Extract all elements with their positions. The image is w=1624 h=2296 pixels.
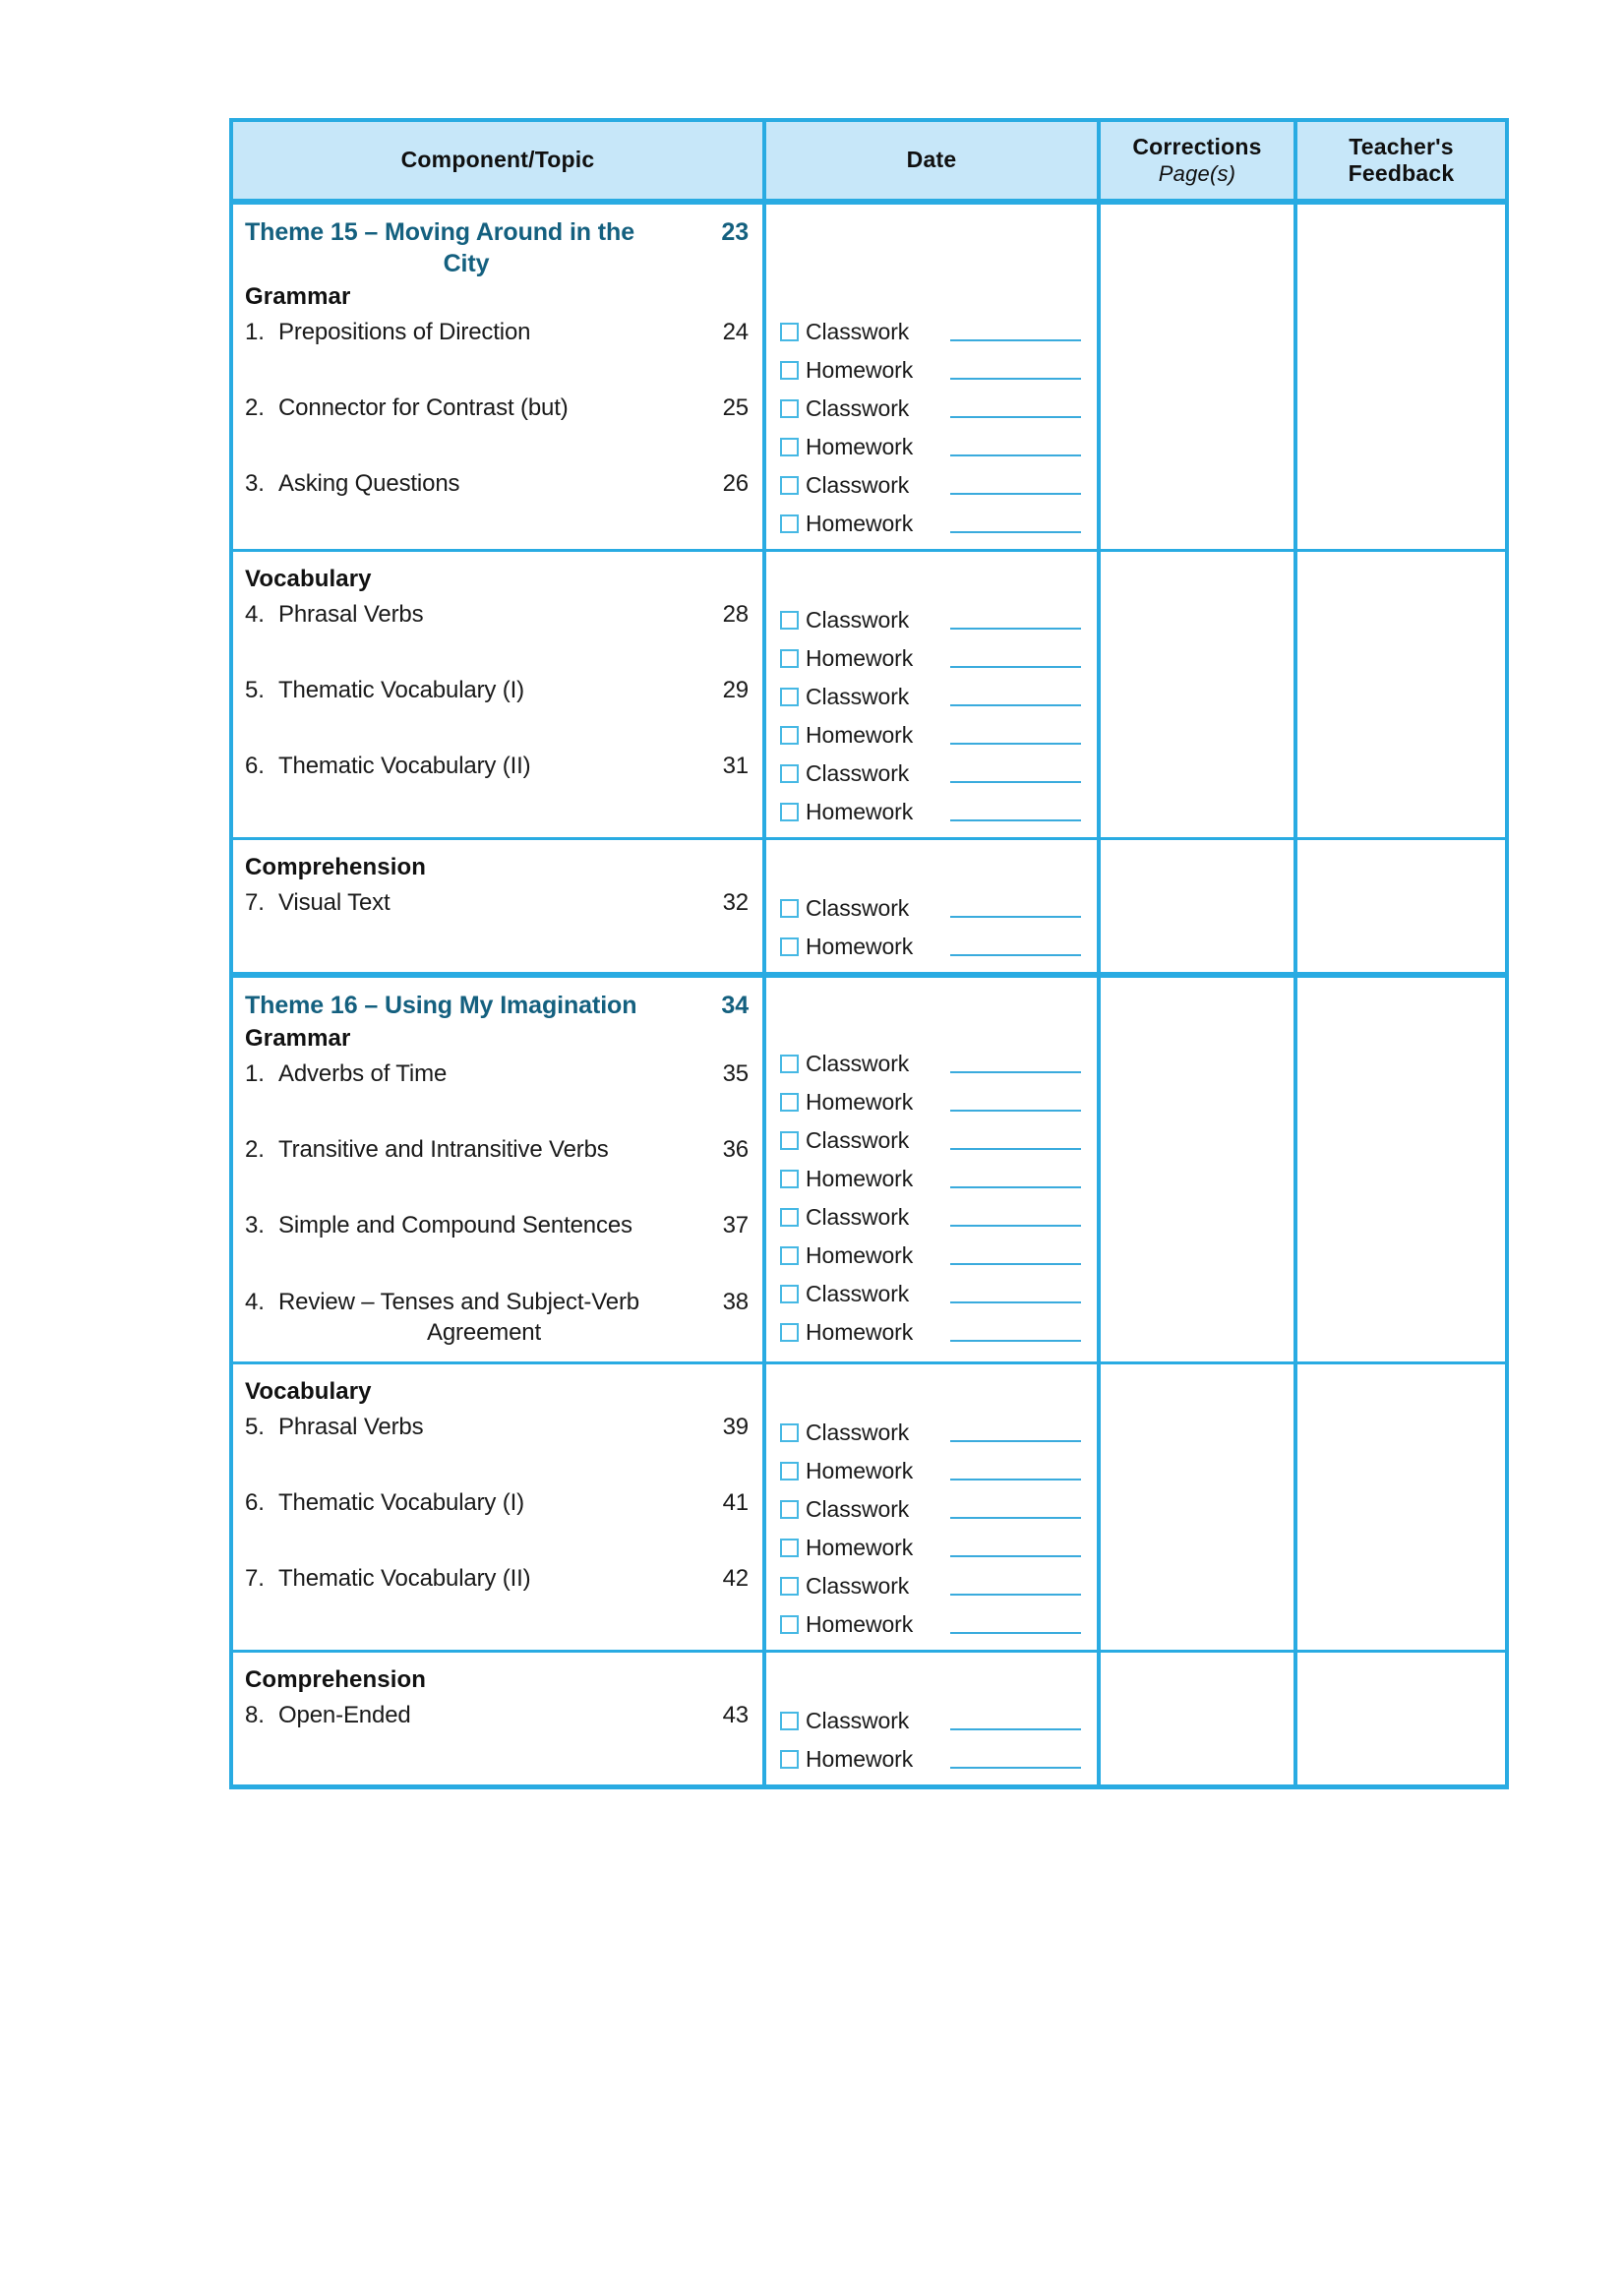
date-write-line[interactable] bbox=[950, 1555, 1081, 1557]
topic-cell-theme16-comprehension bbox=[231, 1651, 764, 1786]
date-write-line[interactable] bbox=[950, 781, 1081, 783]
corrections-cell[interactable] bbox=[1099, 202, 1295, 551]
spacer bbox=[780, 216, 1083, 319]
checkbox-row-homework[interactable] bbox=[780, 722, 1083, 749]
checkbox-row-classwork[interactable] bbox=[780, 1708, 1083, 1734]
date-write-line[interactable] bbox=[950, 1517, 1081, 1519]
section-label-vocabulary-16: Vocabulary bbox=[245, 1377, 372, 1405]
feedback-cell[interactable] bbox=[1295, 975, 1507, 1362]
spacer bbox=[780, 1077, 1083, 1089]
theme-title-16 bbox=[245, 990, 749, 1021]
item-text: Asking Questions bbox=[278, 470, 460, 498]
theme-title-16-line1: Theme 16 – Using My Imagination bbox=[245, 992, 637, 1019]
spacer bbox=[780, 1446, 1083, 1458]
list-item bbox=[245, 1563, 749, 1594]
checkbox-row-homework[interactable] bbox=[780, 799, 1083, 825]
corrections-cell[interactable] bbox=[1099, 839, 1295, 976]
classwork-label: Classwork bbox=[806, 472, 910, 498]
date-write-line[interactable] bbox=[950, 1340, 1081, 1342]
checkbox-row-classwork[interactable] bbox=[780, 1127, 1083, 1154]
date-cell-theme16-grammar bbox=[764, 975, 1099, 1362]
checkbox-row-homework[interactable] bbox=[780, 1535, 1083, 1561]
spacer bbox=[780, 1192, 1083, 1204]
list-item bbox=[245, 1058, 749, 1089]
section-label-grammar-15: Grammar bbox=[245, 283, 351, 310]
item-text: Review – Tenses and Subject-Verb bbox=[278, 1288, 639, 1315]
classwork-label: Classwork bbox=[806, 1281, 910, 1306]
item-page: 25 bbox=[722, 394, 749, 422]
classwork-checkbox[interactable] bbox=[780, 611, 799, 630]
spacer bbox=[780, 499, 1083, 511]
column-header-date bbox=[764, 120, 1099, 202]
item-number: 4. bbox=[245, 601, 265, 628]
checkbox-row-homework[interactable] bbox=[780, 1166, 1083, 1192]
classwork-checkbox[interactable] bbox=[780, 476, 799, 495]
item-page: 32 bbox=[722, 889, 749, 916]
checkbox-row-classwork[interactable] bbox=[780, 472, 1083, 499]
item-text: Adverbs of Time bbox=[278, 1060, 448, 1087]
list-item bbox=[245, 1487, 749, 1518]
date-cell-theme16-comprehension bbox=[764, 1651, 1099, 1786]
spacer bbox=[780, 922, 1083, 934]
date-write-line[interactable] bbox=[950, 378, 1081, 380]
list-item bbox=[245, 1210, 749, 1240]
theme-title-15-line1: Theme 15 – Moving Around in the bbox=[245, 218, 635, 246]
date-write-line[interactable] bbox=[950, 531, 1081, 533]
header-row bbox=[231, 120, 1507, 202]
topic-cell-theme15-vocabulary bbox=[231, 551, 764, 839]
topic-cell-theme16-grammar bbox=[231, 975, 764, 1362]
item-number: 7. bbox=[245, 1565, 265, 1593]
item-page: 41 bbox=[722, 1489, 749, 1517]
classwork-label: Classwork bbox=[806, 319, 910, 344]
topic-cell-theme16-vocabulary bbox=[231, 1362, 764, 1651]
date-write-line[interactable] bbox=[950, 666, 1081, 668]
list-item bbox=[245, 887, 749, 918]
column-header-date-label: Date bbox=[906, 147, 957, 173]
table-row-theme15-comprehension bbox=[231, 839, 1507, 976]
homework-checkbox[interactable] bbox=[780, 1246, 799, 1265]
spacer bbox=[780, 852, 1083, 895]
spacer bbox=[245, 1442, 749, 1487]
homework-label: Homework bbox=[806, 1242, 914, 1268]
spacer bbox=[780, 1561, 1083, 1573]
item-number: 6. bbox=[245, 753, 265, 780]
spacer bbox=[780, 1484, 1083, 1496]
spacer bbox=[780, 422, 1083, 434]
spacer bbox=[245, 918, 749, 939]
date-write-line[interactable] bbox=[950, 704, 1081, 706]
section-label-vocabulary-15: Vocabulary bbox=[245, 566, 372, 592]
date-write-line[interactable] bbox=[950, 454, 1081, 456]
date-write-line[interactable] bbox=[950, 1479, 1081, 1480]
item-page: 29 bbox=[722, 677, 749, 704]
checkbox-row-homework[interactable] bbox=[780, 1319, 1083, 1346]
classwork-checkbox[interactable] bbox=[780, 1500, 799, 1519]
list-item bbox=[245, 599, 749, 630]
item-page: 26 bbox=[722, 470, 749, 498]
classwork-checkbox[interactable] bbox=[780, 1055, 799, 1073]
item-text: Simple and Compound Sentences bbox=[278, 1212, 632, 1239]
homework-label: Homework bbox=[806, 1610, 914, 1637]
spacer bbox=[780, 672, 1083, 684]
table-row-theme15-grammar bbox=[231, 202, 1507, 551]
classwork-checkbox[interactable] bbox=[780, 1285, 799, 1303]
classwork-label: Classwork bbox=[806, 1495, 910, 1522]
item-number: 2. bbox=[245, 1136, 265, 1164]
feedback-cell[interactable] bbox=[1295, 1651, 1507, 1786]
column-header-corrections-sub: Page(s) bbox=[1158, 160, 1236, 186]
homework-label: Homework bbox=[806, 1319, 914, 1345]
date-write-line[interactable] bbox=[950, 1071, 1081, 1073]
spacer bbox=[245, 1089, 749, 1134]
table-header bbox=[231, 120, 1507, 202]
date-write-line[interactable] bbox=[950, 1110, 1081, 1112]
homework-checkbox[interactable] bbox=[780, 1093, 799, 1112]
item-number: 6. bbox=[245, 1489, 265, 1517]
checkbox-row-classwork[interactable] bbox=[780, 1204, 1083, 1231]
spacer bbox=[245, 1241, 749, 1287]
item-number: 5. bbox=[245, 1413, 265, 1440]
date-write-line[interactable] bbox=[950, 339, 1081, 341]
spacer bbox=[780, 384, 1083, 395]
item-text: Transitive and Intransitive Verbs bbox=[278, 1136, 609, 1164]
date-cell-theme15-grammar bbox=[764, 202, 1099, 551]
item-text: Thematic Vocabulary (II) bbox=[278, 753, 531, 780]
classwork-checkbox[interactable] bbox=[780, 399, 799, 418]
worksheet-checklist-page bbox=[229, 118, 1505, 1789]
checkbox-row-classwork[interactable] bbox=[780, 1573, 1083, 1600]
classwork-label: Classwork bbox=[806, 760, 910, 786]
spacer bbox=[780, 345, 1083, 357]
homework-label: Homework bbox=[806, 1457, 914, 1483]
homework-checkbox[interactable] bbox=[780, 803, 799, 821]
item-text: Thematic Vocabulary (I) bbox=[278, 677, 524, 704]
item-number: 7. bbox=[245, 889, 265, 916]
date-write-line[interactable] bbox=[950, 493, 1081, 495]
classwork-label: Classwork bbox=[806, 1419, 910, 1445]
spacer bbox=[245, 630, 749, 675]
item-page: 24 bbox=[722, 319, 749, 345]
homework-label: Homework bbox=[806, 1089, 914, 1115]
column-header-feedback bbox=[1295, 120, 1507, 202]
classwork-label: Classwork bbox=[806, 1051, 910, 1076]
feedback-cell[interactable] bbox=[1295, 1362, 1507, 1651]
spacer bbox=[245, 705, 749, 751]
item-number: 1. bbox=[245, 1060, 265, 1087]
item-number: 4. bbox=[245, 1288, 265, 1315]
homework-checkbox[interactable] bbox=[780, 726, 799, 745]
item-text: Phrasal Verbs bbox=[278, 601, 424, 628]
list-item bbox=[245, 468, 749, 499]
classwork-checkbox[interactable] bbox=[780, 1131, 799, 1150]
checkbox-row-classwork[interactable] bbox=[780, 319, 1083, 345]
homework-label: Homework bbox=[806, 1166, 914, 1191]
date-cell-theme15-comprehension bbox=[764, 839, 1099, 976]
item-page: 43 bbox=[722, 1701, 749, 1728]
list-item bbox=[245, 1287, 749, 1348]
theme-page-16: 34 bbox=[721, 992, 749, 1019]
date-write-line[interactable] bbox=[950, 628, 1081, 630]
item-text: Phrasal Verbs bbox=[278, 1413, 424, 1440]
list-item bbox=[245, 675, 749, 705]
homework-checkbox[interactable] bbox=[780, 1750, 799, 1769]
item-text-line2: Agreement bbox=[426, 1318, 542, 1346]
item-page: 42 bbox=[722, 1565, 749, 1593]
date-write-line[interactable] bbox=[950, 1263, 1081, 1265]
date-write-line[interactable] bbox=[950, 1301, 1081, 1303]
list-item bbox=[245, 1700, 749, 1730]
table-row-theme15-vocabulary bbox=[231, 551, 1507, 839]
corrections-cell[interactable] bbox=[1099, 551, 1295, 839]
checkbox-row-homework[interactable] bbox=[780, 645, 1083, 672]
date-write-line[interactable] bbox=[950, 1148, 1081, 1150]
homework-checkbox[interactable] bbox=[780, 1170, 799, 1188]
item-number: 8. bbox=[245, 1701, 265, 1728]
checkbox-row-classwork[interactable] bbox=[780, 760, 1083, 787]
classwork-checkbox[interactable] bbox=[780, 1208, 799, 1227]
classwork-checkbox[interactable] bbox=[780, 764, 799, 783]
item-number: 3. bbox=[245, 1212, 265, 1239]
corrections-cell[interactable] bbox=[1099, 975, 1295, 1362]
homework-label: Homework bbox=[806, 645, 914, 671]
item-number: 1. bbox=[245, 319, 265, 345]
date-write-line[interactable] bbox=[950, 1594, 1081, 1596]
spacer bbox=[780, 1307, 1083, 1319]
list-item bbox=[245, 393, 749, 423]
checkbox-row-homework[interactable] bbox=[780, 357, 1083, 384]
spacer bbox=[780, 1600, 1083, 1611]
spacer bbox=[245, 1518, 749, 1563]
spacer bbox=[780, 1376, 1083, 1420]
spacer bbox=[780, 1664, 1083, 1708]
spacer bbox=[780, 1269, 1083, 1281]
homework-checkbox[interactable] bbox=[780, 361, 799, 380]
item-text: Open-Ended bbox=[278, 1701, 411, 1728]
classwork-checkbox[interactable] bbox=[780, 323, 799, 341]
classwork-checkbox[interactable] bbox=[780, 1712, 799, 1730]
checkbox-row-homework[interactable] bbox=[780, 1089, 1083, 1116]
homework-label: Homework bbox=[806, 934, 914, 959]
section-label-comprehension-16: Comprehension bbox=[245, 1665, 426, 1693]
column-header-feedback-line1: Teacher's bbox=[1349, 133, 1454, 159]
corrections-cell[interactable] bbox=[1099, 1362, 1295, 1651]
topic-cell-theme15-comprehension bbox=[231, 839, 764, 976]
checkbox-row-classwork[interactable] bbox=[780, 1420, 1083, 1446]
homework-label: Homework bbox=[806, 1745, 914, 1772]
spacer bbox=[780, 1231, 1083, 1242]
classwork-label: Classwork bbox=[806, 1204, 910, 1230]
spacer bbox=[780, 564, 1083, 607]
classwork-checkbox[interactable] bbox=[780, 1577, 799, 1596]
spacer bbox=[780, 710, 1083, 722]
classwork-label: Classwork bbox=[806, 395, 910, 421]
spacer bbox=[780, 1734, 1083, 1746]
homework-checkbox[interactable] bbox=[780, 937, 799, 956]
spacer bbox=[780, 1154, 1083, 1166]
homework-label: Homework bbox=[806, 511, 914, 536]
date-write-line[interactable] bbox=[950, 1440, 1081, 1442]
classwork-checkbox[interactable] bbox=[780, 688, 799, 706]
spacer bbox=[780, 1116, 1083, 1127]
item-page: 38 bbox=[722, 1288, 749, 1315]
column-header-corrections-label: Corrections bbox=[1132, 134, 1262, 160]
list-item bbox=[245, 1412, 749, 1442]
classwork-checkbox[interactable] bbox=[780, 899, 799, 918]
column-header-feedback-line2: Feedback bbox=[1348, 160, 1455, 186]
checklist-table bbox=[229, 118, 1509, 1789]
corrections-cell[interactable] bbox=[1099, 1651, 1295, 1786]
spacer bbox=[245, 1165, 749, 1210]
spacer bbox=[780, 787, 1083, 799]
date-write-line[interactable] bbox=[950, 1225, 1081, 1227]
column-header-corrections bbox=[1099, 120, 1295, 202]
date-write-line[interactable] bbox=[950, 743, 1081, 745]
item-number: 2. bbox=[245, 394, 265, 422]
date-write-line[interactable] bbox=[950, 1728, 1081, 1730]
checkbox-row-homework[interactable] bbox=[780, 511, 1083, 537]
classwork-label: Classwork bbox=[806, 684, 910, 709]
spacer bbox=[780, 634, 1083, 645]
checkbox-row-homework[interactable] bbox=[780, 1611, 1083, 1638]
item-page: 31 bbox=[722, 753, 749, 780]
homework-label: Homework bbox=[806, 1534, 914, 1560]
date-write-line[interactable] bbox=[950, 954, 1081, 956]
theme-title-15-line2: City bbox=[443, 250, 490, 277]
classwork-label: Classwork bbox=[806, 1572, 910, 1599]
spacer bbox=[780, 990, 1083, 1051]
feedback-cell[interactable] bbox=[1295, 202, 1507, 551]
section-label-grammar-16: Grammar bbox=[245, 1025, 351, 1052]
homework-label: Homework bbox=[806, 434, 914, 459]
classwork-label: Classwork bbox=[806, 895, 910, 921]
table-row-theme16-comprehension bbox=[231, 1651, 1507, 1786]
checkbox-row-classwork[interactable] bbox=[780, 1281, 1083, 1307]
classwork-label: Classwork bbox=[806, 607, 910, 633]
date-cell-theme15-vocabulary bbox=[764, 551, 1099, 839]
item-page: 39 bbox=[722, 1413, 749, 1440]
section-label-comprehension-15: Comprehension bbox=[245, 854, 426, 880]
checkbox-row-classwork[interactable] bbox=[780, 607, 1083, 634]
list-item bbox=[245, 317, 749, 347]
item-number: 3. bbox=[245, 470, 265, 498]
checkbox-row-homework[interactable] bbox=[780, 434, 1083, 460]
classwork-label: Classwork bbox=[806, 1707, 910, 1733]
date-write-line[interactable] bbox=[950, 916, 1081, 918]
date-write-line[interactable] bbox=[950, 1632, 1081, 1634]
item-number: 5. bbox=[245, 677, 265, 704]
feedback-cell[interactable] bbox=[1295, 551, 1507, 839]
date-write-line[interactable] bbox=[950, 1767, 1081, 1769]
table-row-theme16-grammar bbox=[231, 975, 1507, 1362]
classwork-label: Classwork bbox=[806, 1127, 910, 1153]
homework-checkbox[interactable] bbox=[780, 1539, 799, 1557]
column-header-topic-label: Component/Topic bbox=[400, 147, 595, 173]
checkbox-row-homework[interactable] bbox=[780, 1458, 1083, 1484]
item-page: 36 bbox=[722, 1136, 749, 1164]
spacer bbox=[245, 423, 749, 468]
homework-label: Homework bbox=[806, 799, 914, 824]
theme-page-15: 23 bbox=[721, 218, 749, 246]
list-item bbox=[245, 1134, 749, 1165]
homework-checkbox[interactable] bbox=[780, 438, 799, 456]
homework-checkbox[interactable] bbox=[780, 514, 799, 533]
homework-label: Homework bbox=[806, 357, 914, 383]
spacer bbox=[780, 1523, 1083, 1535]
spacer bbox=[245, 1730, 749, 1752]
checkbox-row-homework[interactable] bbox=[780, 1746, 1083, 1773]
checkbox-row-classwork[interactable] bbox=[780, 684, 1083, 710]
homework-checkbox[interactable] bbox=[780, 1462, 799, 1480]
checkbox-row-classwork[interactable] bbox=[780, 395, 1083, 422]
column-header-topic bbox=[231, 120, 764, 202]
checkbox-row-classwork[interactable] bbox=[780, 1496, 1083, 1523]
date-write-line[interactable] bbox=[950, 1186, 1081, 1188]
item-text: Visual Text bbox=[278, 889, 391, 916]
checkbox-row-classwork[interactable] bbox=[780, 1051, 1083, 1077]
table-row-theme16-vocabulary bbox=[231, 1362, 1507, 1651]
date-cell-theme16-vocabulary bbox=[764, 1362, 1099, 1651]
theme-title-15 bbox=[245, 216, 749, 279]
checkbox-row-homework[interactable] bbox=[780, 934, 1083, 960]
checkbox-row-classwork[interactable] bbox=[780, 895, 1083, 922]
item-text: Connector for Contrast (but) bbox=[278, 394, 569, 422]
homework-checkbox[interactable] bbox=[780, 1615, 799, 1634]
item-text: Thematic Vocabulary (II) bbox=[278, 1565, 531, 1593]
homework-checkbox[interactable] bbox=[780, 649, 799, 668]
spacer bbox=[245, 347, 749, 393]
homework-checkbox[interactable] bbox=[780, 1323, 799, 1342]
list-item bbox=[245, 751, 749, 781]
item-page: 28 bbox=[722, 601, 749, 628]
item-text: Prepositions of Direction bbox=[278, 319, 531, 345]
table-body bbox=[231, 202, 1507, 1786]
spacer bbox=[780, 749, 1083, 760]
date-write-line[interactable] bbox=[950, 416, 1081, 418]
checkbox-row-homework[interactable] bbox=[780, 1242, 1083, 1269]
date-write-line[interactable] bbox=[950, 819, 1081, 821]
classwork-checkbox[interactable] bbox=[780, 1423, 799, 1442]
spacer bbox=[780, 460, 1083, 472]
item-page: 35 bbox=[722, 1060, 749, 1087]
homework-label: Homework bbox=[806, 722, 914, 748]
feedback-cell[interactable] bbox=[1295, 839, 1507, 976]
item-text: Thematic Vocabulary (I) bbox=[278, 1489, 524, 1517]
item-page: 37 bbox=[722, 1212, 749, 1239]
topic-cell-theme15-grammar bbox=[231, 202, 764, 551]
